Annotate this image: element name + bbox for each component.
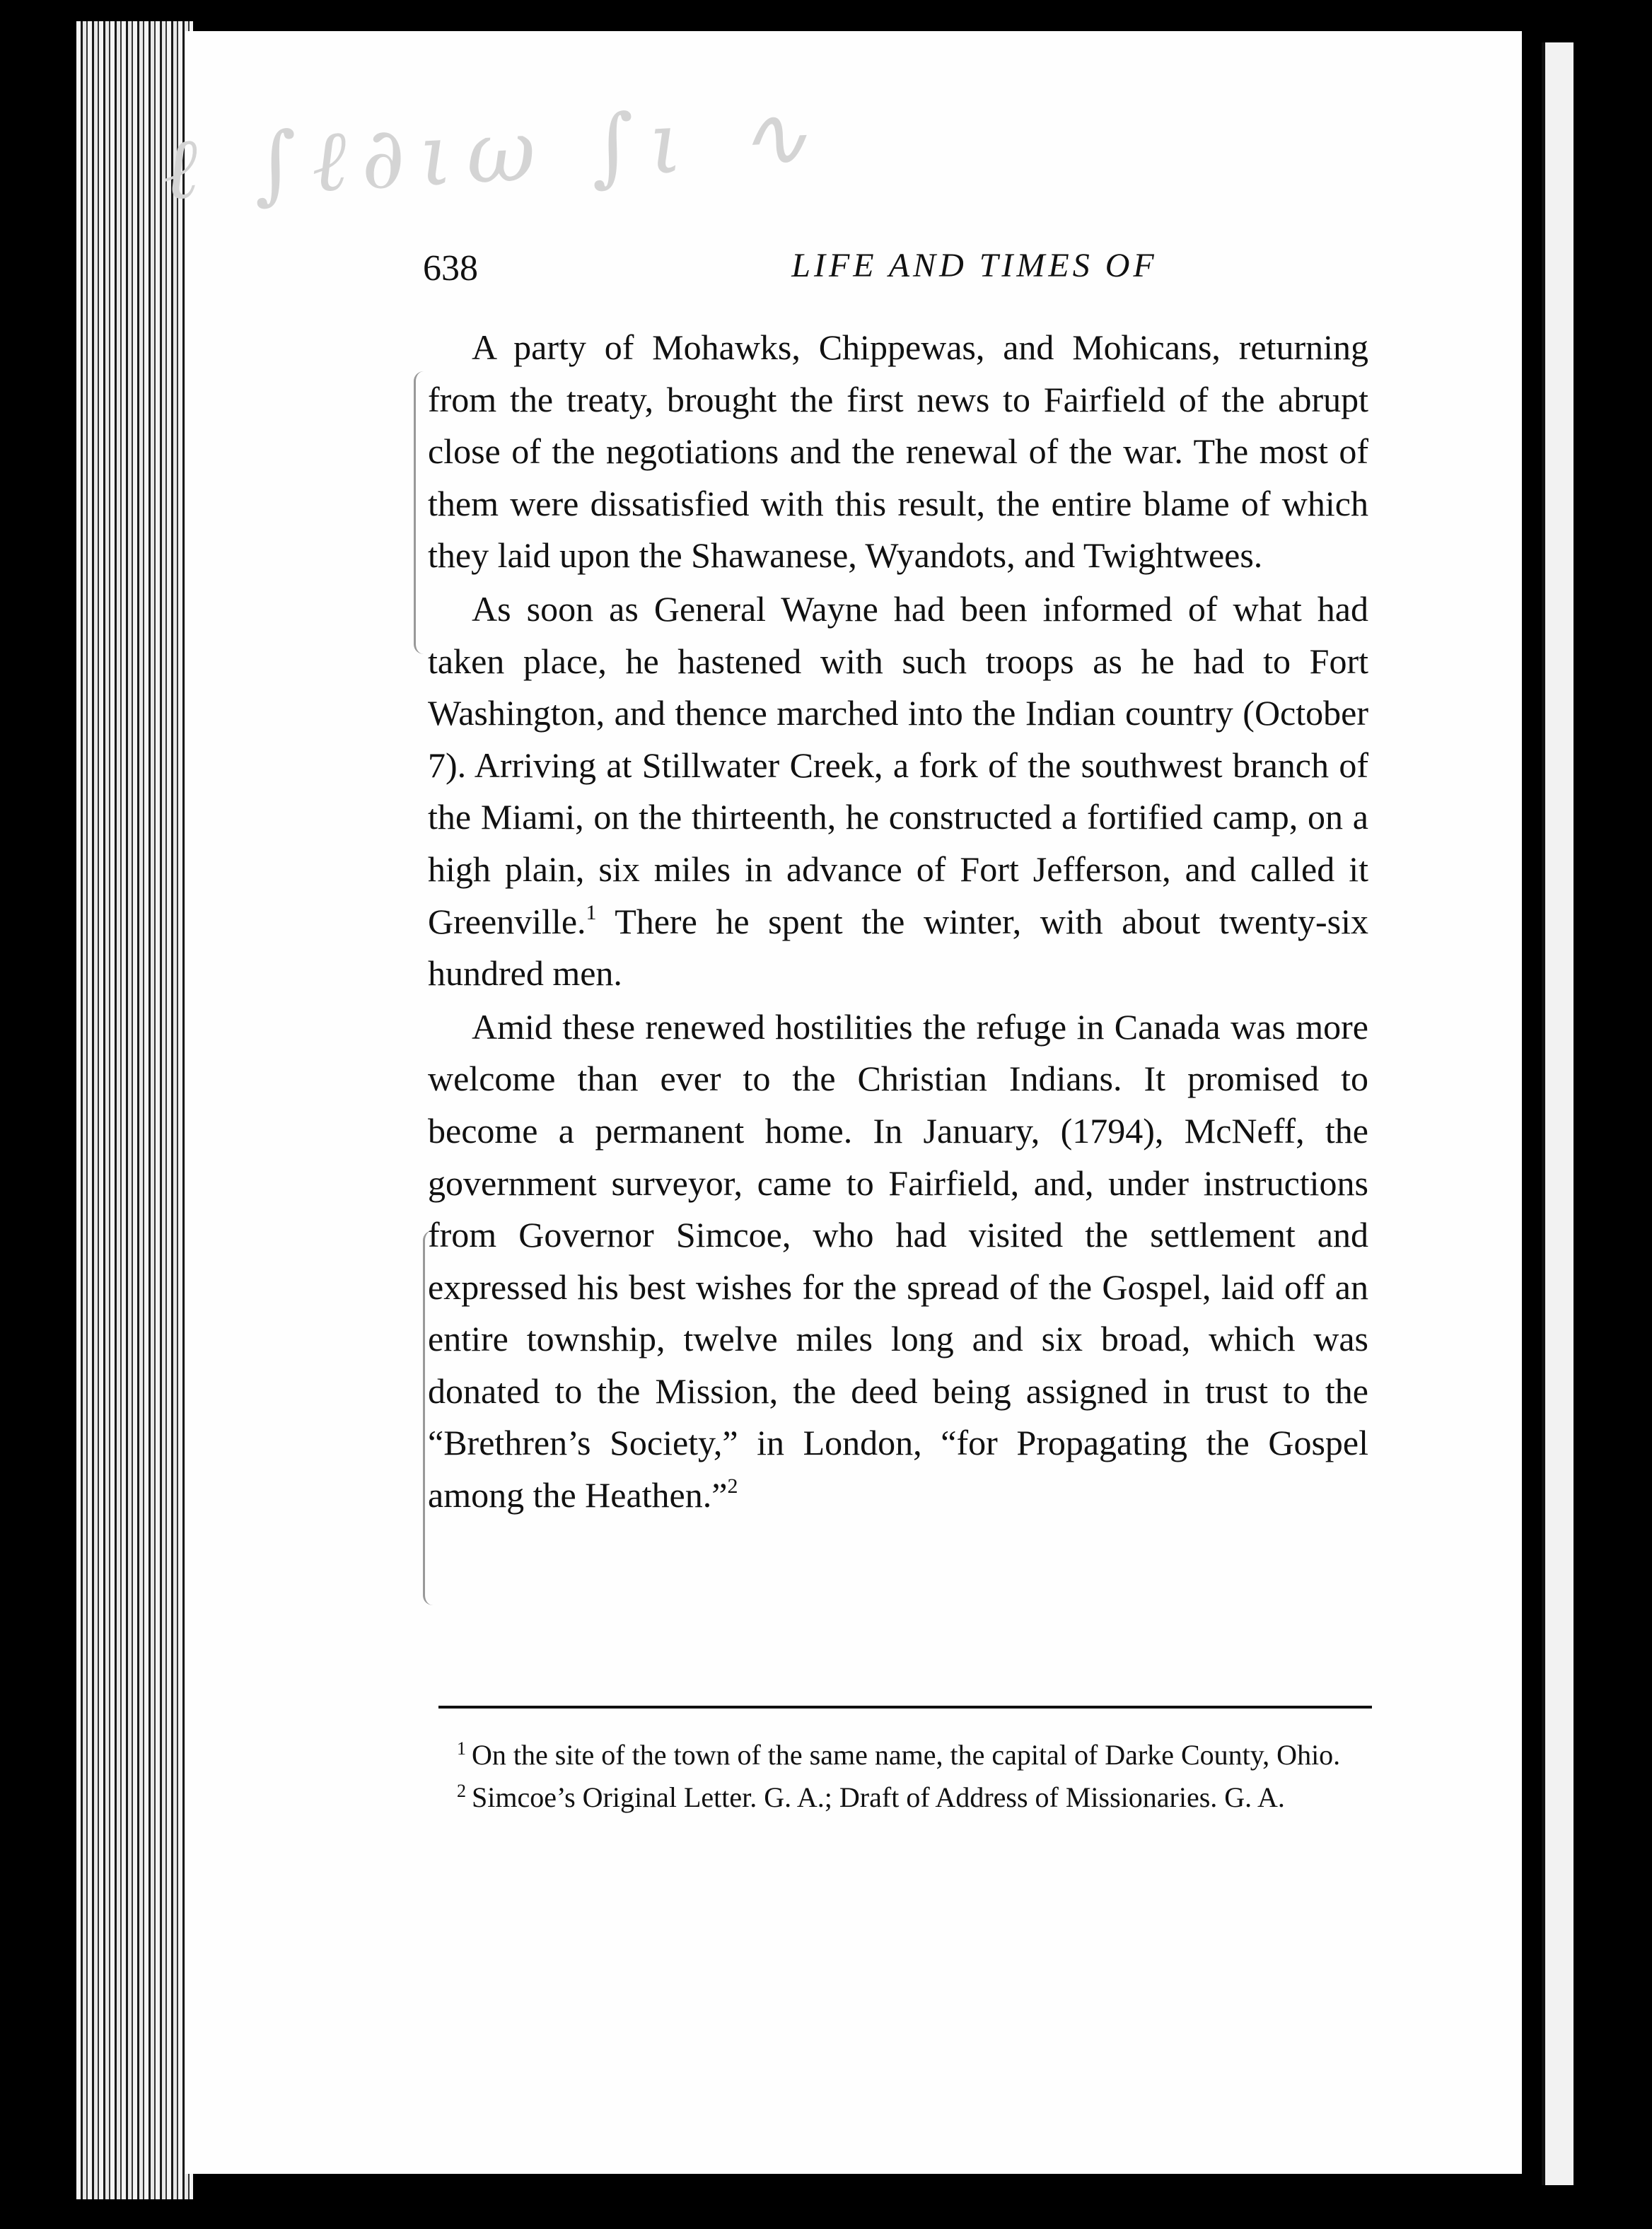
footnote-2-number: 2 bbox=[457, 1781, 466, 1801]
paragraph-1: A party of Mohawks, Chippewas, and Mohicans, returning from the treaty, brought the first news to Fairfield of the abrupt close of the negotiations and the renewal of the war. The most of them were dissatisfied with this result, the entire blame of which they laid upon the Shawanese, Wyandots, and Twightwees. bbox=[428, 327, 1368, 576]
footnote-1-number: 1 bbox=[457, 1738, 466, 1759]
footnotes bbox=[440, 1736, 1377, 1821]
scan-border-right bbox=[1607, 0, 1652, 2229]
paragraph-3 bbox=[428, 1001, 1368, 1522]
margin-bracket-1 bbox=[414, 371, 426, 654]
page-number: 638 bbox=[423, 248, 478, 289]
footnote-2 bbox=[440, 1779, 1377, 1816]
scan-border-left bbox=[0, 0, 78, 2229]
footnote-ref-2: 2 bbox=[727, 1474, 738, 1498]
pencil-scribble: ℓ ∫ℓ∂ιω ∫ι ∿ bbox=[160, 86, 825, 220]
paragraph-2-part-b: There he spent the winter, with about twenty-six hundred men. bbox=[428, 901, 1368, 994]
page-header bbox=[423, 240, 1385, 304]
footnote-2-text: Simcoe’s Original Letter. G. A.; Draft of Address of Missionaries. G. A. bbox=[472, 1781, 1285, 1813]
footnote-ref-1: 1 bbox=[586, 900, 597, 924]
paragraph-2 bbox=[428, 583, 1368, 1000]
facing-page-edge bbox=[1542, 42, 1574, 2185]
paragraph-3-text: Amid these renewed hostilities the refuge in Canada was more welcome than ever to the Christian Indians. It promised to become a permanent home. In January, (1794), McNeff, the government surveyor, came to Fairfield, and, under instructions from Governor Simcoe, who had visited the settlement and expressed his best wishes for the spread of the Gospel, laid off an entire township, twelve miles long and six broad, which was donated to the Mission, the deed being assigned in trust to the “Brethren’s Society,” in London, “for Propagating the Gospel among the Heathen.” bbox=[428, 1006, 1368, 1515]
footnote-1-text: On the site of the town of the same name, the capital of Darke County, Ohio. bbox=[472, 1739, 1341, 1771]
book-page-edges bbox=[76, 21, 193, 2199]
paragraph-2-part-a: As soon as General Wayne had been informed of what had taken place, he hastened with such troops as he had to Fort Washington, and thence marched into the Indian country (October 7). Arriving at Stillwater Creek, a fork of the southwest branch of the Miami, on the thirteenth, he constructed a fortified camp, on a high plain, six miles in advance of Fort Jefferson, and called it Greenville. bbox=[428, 588, 1368, 941]
footnote-rule bbox=[438, 1706, 1372, 1709]
body-text bbox=[428, 322, 1368, 1523]
running-head: LIFE AND TIMES OF bbox=[791, 247, 1158, 284]
footnote-1 bbox=[440, 1736, 1377, 1774]
